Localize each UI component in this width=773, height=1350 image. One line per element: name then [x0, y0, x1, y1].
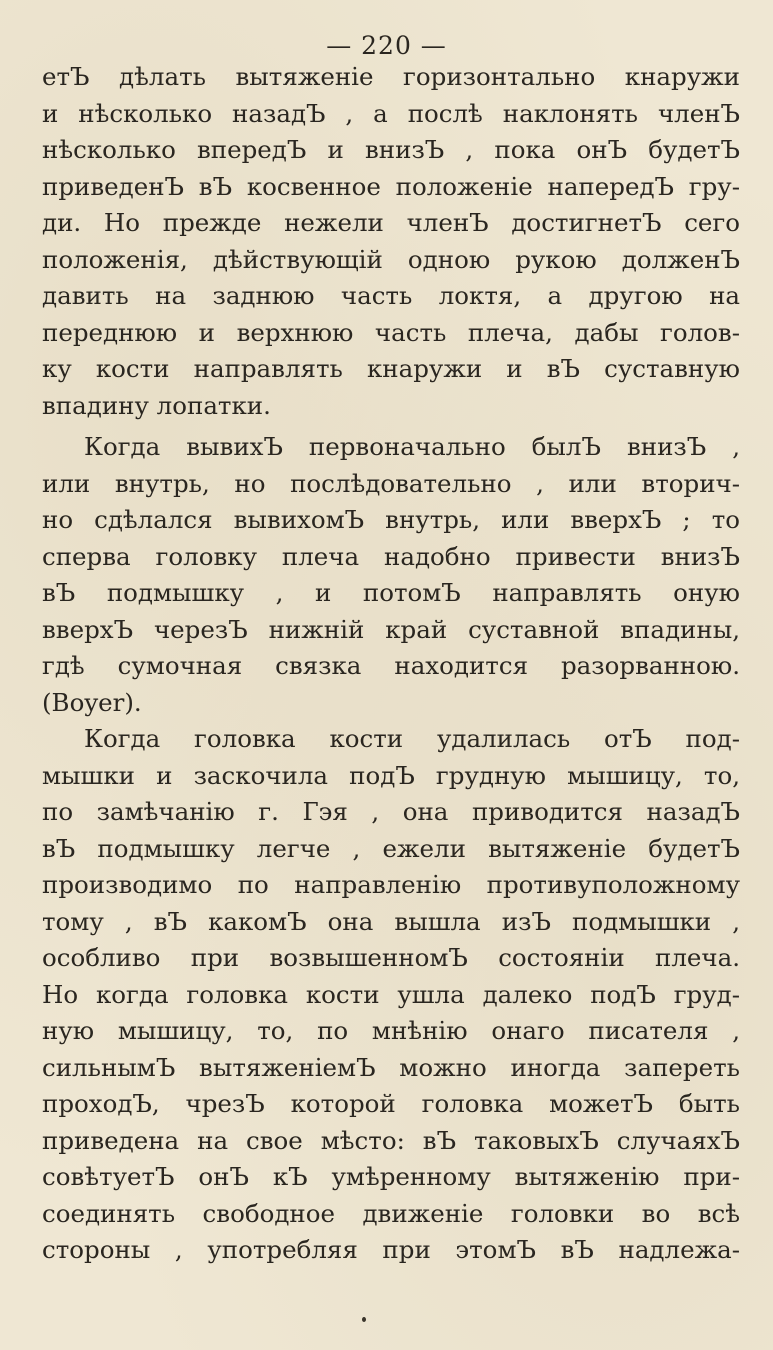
text-line: проходЪ, чрезЪ которой головка можетЪ быть: [42, 1089, 740, 1118]
text-line: и нѣсколько назадЪ , а послѣ наклонять членЪ: [42, 98, 740, 128]
paragraph-3: [42, 721, 740, 1269]
text-line: переднюю и верхнюю часть плеча, дабы голов-: [42, 317, 740, 347]
text-line: (Boyer).: [42, 687, 142, 717]
text-line: соединять свободное движеніе головки во всѣ: [42, 1198, 740, 1228]
text-line: нѣсколько впередЪ и внизЪ , пока онЪ будетЪ: [42, 135, 740, 164]
text-line: вверхЪ черезЪ нижній край суставной впадины,: [42, 614, 740, 644]
text-line: по замѣчанію г. Гэя , она приводится назадЪ: [42, 797, 740, 826]
text-line: тому , вЪ какомЪ она вышла изЪ подмышки ,: [42, 906, 740, 936]
text-line: Когда головка кости удалилась отЪ под-: [84, 724, 740, 753]
page-number: — 220 —: [326, 31, 447, 60]
text-line: Но когда головка кости ушла далеко подЪ груд-: [42, 979, 740, 1009]
text-line: мышки и заскочила подЪ грудную мышицу, то,: [42, 760, 740, 790]
text-line: сперва головку плеча надобно привести внизЪ: [42, 541, 740, 571]
text-line: давить на заднюю часть локтя, а другою на: [42, 281, 740, 310]
paragraph-2: [42, 429, 740, 721]
text-line: особливо при возвышенномЪ состояніи плеча.: [42, 943, 740, 972]
text-line: сильнымЪ вытяженіемЪ можно иногда запереть: [42, 1052, 740, 1082]
text-line: впадину лопатки.: [42, 390, 271, 420]
text-line: но сдѣлался вывихомЪ внутрь, или вверхЪ ; то: [42, 505, 740, 534]
text-line: етЪ дѣлать вытяженіе горизонтально кнаружи: [42, 62, 740, 91]
paragraph-1: [42, 59, 740, 424]
text-line: ную мышицу, то, по мнѣнію онаго писателя ,: [42, 1016, 740, 1045]
text-line: производимо по направленію противуположному: [42, 870, 740, 899]
text-line: или внутрь, но послѣдовательно , или вторич-: [42, 468, 740, 498]
text-line: вЪ подмышку , и потомЪ направлять оную: [42, 578, 740, 607]
text-line: приведенЪ вЪ косвенное положеніе напередЪ гру-: [42, 171, 740, 201]
text-line: гдѣ сумочная связка находится разорванною.: [42, 651, 740, 680]
ink-speck: [362, 1317, 366, 1322]
text-line: вЪ подмышку легче , ежели вытяженіе будетЪ: [42, 833, 740, 863]
text-line: стороны , употребляя при этомЪ вЪ надлежа-: [42, 1235, 740, 1264]
text-line: приведена на свое мѣсто: вЪ таковыхЪ случаяхЪ: [42, 1125, 740, 1155]
text-line: ди. Но прежде нежели членЪ достигнетЪ сего: [42, 208, 740, 237]
text-line: ку кости направлять кнаружи и вЪ суставную: [42, 354, 740, 383]
text-line: совѣтуетЪ онЪ кЪ умѣренному вытяженію при-: [42, 1162, 740, 1191]
text-line: положенія, дѣйствующій одною рукою долженЪ: [42, 244, 740, 274]
text-line: Когда вывихЪ первоначально былЪ внизЪ ,: [84, 432, 740, 461]
